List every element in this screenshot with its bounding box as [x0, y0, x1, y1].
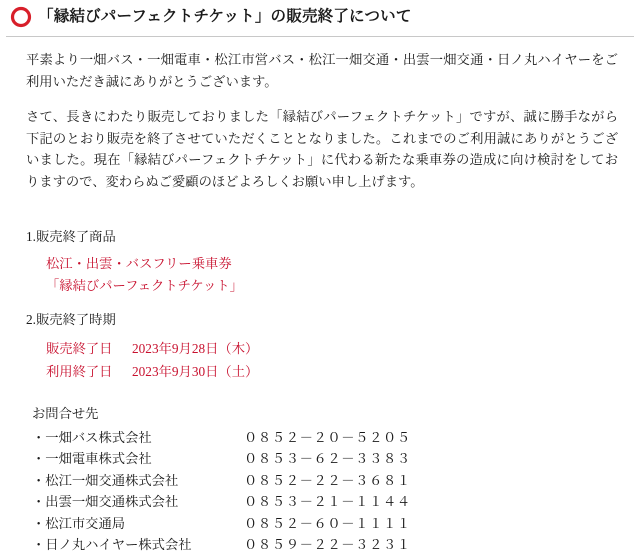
section-1-line-2: 「縁結びパーフェクトチケット」 [46, 278, 243, 294]
list-item [32, 427, 618, 449]
contact-phone: ０８５９－２２－３２３１ [244, 537, 411, 553]
sales-end-date-value: 2023年9月28日（木） [132, 340, 259, 356]
contact-phone: ０８５２－２２－３６８１ [244, 472, 411, 488]
contact-phone: ０８５２－６０－１１１１ [244, 515, 411, 531]
notice-body [0, 37, 640, 556]
section-2-heading: 2.販売終了時期 [26, 312, 116, 328]
list-item [32, 448, 618, 470]
contact-phone: ０８５２－２０－５２０５ [244, 429, 411, 445]
page-title: 「縁結びパーフェクトチケット」の販売終了について [38, 7, 412, 25]
announcement-paragraph: さて、長きにわたり販売しておりました「縁結びパーフェクトチケット」ですが、誠に勝手ながら下記のとおり販売を終了させていただくこととなりました。これまでのご利用誠にありがとうございました。現在「縁結びパーフェクトチケット」に代わる新たな乗車券の造成に向け検討をしておりますので、変わらぬご愛顧のほどよろしくお願い申し上げます。 [26, 109, 618, 189]
spacer [26, 383, 618, 403]
page-header [0, 0, 640, 36]
use-end-date-row [26, 360, 618, 383]
greeting-paragraph: 平素より一畑バス・一畑電車・松江市営バス・松江一畑交通・出雲一畑交通・日ノ丸ハイヤーをご利用いただき誠にありがとうございます。 [26, 52, 618, 89]
list-item [32, 470, 618, 492]
section-1-heading: 1.販売終了商品 [26, 229, 116, 245]
contact-name: ・出雲一畑交通株式会社 [32, 494, 179, 510]
contact-list [32, 427, 618, 556]
contact-phone: ０８５３－２１－１１４４ [244, 494, 411, 510]
contact-name: ・一畑バス株式会社 [32, 429, 152, 445]
contact-phone: ０８５３－６２－３３８３ [244, 451, 411, 467]
contact-title: お問合せ先 [32, 406, 99, 422]
contact-name: ・松江一畑交通株式会社 [32, 472, 179, 488]
spacer [26, 206, 618, 226]
contact-name: ・松江市交通局 [32, 515, 126, 531]
section-1-line-1: 松江・出雲・バスフリー乗車券 [46, 256, 232, 272]
contact-name: ・日ノ丸ハイヤー株式会社 [32, 537, 192, 553]
red-circle-icon [10, 6, 32, 28]
spacer [26, 297, 618, 309]
use-end-date-label: 利用終了日 [46, 363, 113, 379]
sales-end-date-row [26, 337, 618, 360]
use-end-date-value: 2023年9月30日（土） [132, 363, 259, 379]
sales-end-date-label: 販売終了日 [46, 340, 113, 356]
list-item [32, 491, 618, 513]
contact-section [26, 403, 618, 556]
list-item [32, 513, 618, 535]
contact-name: ・一畑電車株式会社 [32, 451, 152, 467]
list-item [32, 534, 618, 556]
